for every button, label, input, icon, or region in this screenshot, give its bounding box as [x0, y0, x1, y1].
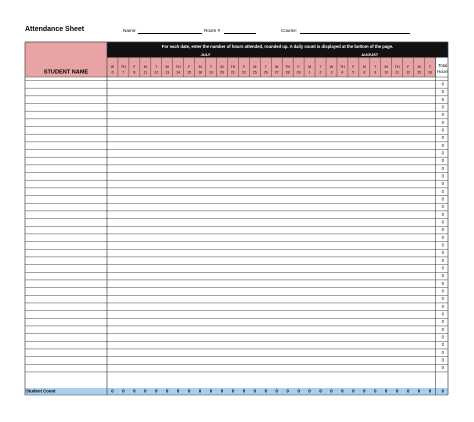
day-of-week: M: [143, 64, 147, 69]
row-total-hours: 0: [441, 342, 444, 348]
row-total-hours: 0: [441, 257, 444, 263]
row-total-hours: 0: [441, 89, 444, 95]
day-of-week: F: [188, 64, 191, 69]
daily-count-value: 0: [253, 388, 256, 394]
day-date: 15: [187, 70, 192, 75]
daily-count-value: 0: [209, 388, 213, 394]
daily-count-value: 0: [286, 388, 289, 394]
day-of-week: T: [319, 64, 322, 69]
row-total-hours: 0: [441, 250, 444, 256]
daily-count-value: 0: [111, 388, 114, 394]
daily-count-value: 0: [177, 388, 180, 394]
day-date: 11: [143, 70, 148, 75]
daily-count-value: 0: [352, 388, 355, 394]
daily-count-value: 0: [264, 388, 267, 394]
day-date: 2: [319, 70, 322, 75]
row-total-hours: 0: [441, 288, 444, 294]
row-total-hours: 0: [441, 242, 444, 248]
day-of-week: W: [329, 64, 334, 69]
day-of-week: TH: [285, 64, 291, 69]
daily-count-value: 0: [198, 388, 202, 394]
day-date: 25: [252, 70, 257, 75]
daily-count-value: 0: [166, 388, 169, 394]
row-total-hours: 0: [441, 196, 444, 202]
row-total-hours: 0: [441, 234, 444, 240]
day-date: 21: [230, 70, 235, 75]
daily-count-value: 0: [275, 388, 278, 394]
row-total-hours: 0: [441, 142, 444, 148]
day-date: 14: [176, 70, 181, 75]
day-of-week: T: [209, 64, 213, 69]
day-date: 18: [198, 70, 203, 75]
row-total-hours: 0: [441, 326, 444, 332]
day-date: 29: [296, 70, 301, 75]
day-of-week: TH: [175, 64, 181, 69]
day-of-week: M: [308, 64, 312, 69]
name-label: Name:: [123, 28, 137, 33]
day-date: 15: [417, 70, 422, 75]
daily-count-value: 0: [374, 388, 377, 394]
day-of-week: M: [417, 64, 421, 69]
month-bar: [107, 52, 448, 58]
day-date: 8: [133, 70, 136, 75]
student-name-header: STUDENT NAME: [43, 69, 89, 76]
day-of-week: T: [264, 64, 267, 69]
day-of-week: F: [242, 64, 245, 69]
day-date: 7: [122, 70, 125, 75]
daily-count-value: 0: [155, 388, 158, 394]
day-of-week: W: [110, 64, 115, 69]
row-total-hours: 0: [441, 112, 444, 118]
row-total-hours: 0: [441, 158, 444, 164]
daily-count-value: 0: [187, 388, 191, 394]
daily-count-value: 0: [220, 388, 224, 394]
day-of-week: F: [352, 64, 355, 69]
row-total-hours: 0: [441, 181, 444, 187]
day-date: 28: [285, 70, 290, 75]
day-date: 12: [406, 70, 411, 75]
daily-count-value: 0: [396, 388, 399, 394]
day-of-week: T: [155, 64, 158, 69]
daily-count-value: 0: [144, 388, 147, 394]
day-of-week: F: [133, 64, 136, 69]
row-total-hours: 0: [441, 319, 444, 325]
row-total-hours: 0: [441, 204, 444, 210]
student-count-label: Student Count: [26, 388, 56, 394]
instruction-text: For each date, enter the number of hours attended, rounded up. A daily count is displayed at the bottom of the page.: [161, 44, 394, 50]
daily-count-value: 0: [319, 388, 322, 394]
row-total-hours: 0: [441, 165, 444, 171]
day-of-week: W: [220, 64, 224, 69]
day-date: 16: [428, 70, 433, 75]
daily-count-value: 0: [330, 388, 333, 394]
day-of-week: TH: [121, 64, 126, 69]
day-of-week: TH: [340, 64, 345, 69]
daily-count-value: 0: [341, 388, 344, 394]
day-date: 12: [154, 70, 159, 75]
day-date: 11: [395, 70, 400, 75]
daily-count-value: 0: [308, 388, 311, 394]
day-date: 5: [352, 70, 355, 75]
row-total-hours: 0: [441, 96, 444, 102]
day-date: 13: [165, 70, 170, 75]
total-header-line-2: Hours: [437, 69, 449, 75]
row-total-hours: 0: [441, 296, 444, 302]
day-of-week: W: [275, 64, 279, 69]
day-date: 6: [111, 70, 114, 75]
row-total-hours: 0: [441, 280, 444, 286]
total-header-line-1: Total: [438, 63, 448, 69]
daily-count-value: 0: [417, 388, 421, 394]
day-date: 1: [308, 70, 311, 75]
day-date: 4: [341, 70, 344, 75]
row-total-hours: 0: [441, 188, 444, 194]
day-date: 26: [263, 70, 268, 75]
daily-count-value: 0: [122, 388, 125, 394]
row-total-hours: 0: [441, 334, 444, 340]
row-total-hours: 0: [441, 219, 444, 225]
day-of-week: T: [374, 64, 377, 69]
day-of-week: M: [362, 64, 366, 69]
daily-count-value: 0: [133, 388, 136, 394]
day-date: 3: [330, 70, 333, 75]
day-of-week: T: [428, 64, 432, 69]
daily-count-value: 0: [428, 388, 432, 394]
day-date: 20: [219, 70, 224, 75]
grand-total-value: 0: [441, 388, 444, 394]
row-total-hours: 0: [441, 104, 444, 110]
day-of-week: TH: [394, 64, 400, 69]
room-label: Room #: [204, 28, 221, 33]
row-total-hours: 0: [441, 135, 444, 141]
daily-count-value: 0: [297, 388, 300, 394]
day-date: 10: [384, 70, 389, 75]
daily-count-value: 0: [231, 388, 235, 394]
row-total-hours: 0: [441, 150, 444, 156]
day-date: 19: [209, 70, 214, 75]
daily-count-value: 0: [242, 388, 246, 394]
day-of-week: F: [297, 64, 300, 69]
course-label: Course:: [281, 28, 298, 33]
day-date: 8: [363, 70, 366, 75]
row-total-hours: 0: [441, 357, 444, 363]
row-total-hours: 0: [441, 273, 444, 279]
day-of-week: F: [407, 64, 410, 69]
daily-count-value: 0: [406, 388, 410, 394]
day-of-week: TH: [230, 64, 236, 69]
row-total-hours: 0: [441, 311, 444, 317]
daily-count-value: 0: [385, 388, 388, 394]
month-label-august: AUGUST: [361, 51, 379, 57]
day-date: 27: [274, 70, 279, 75]
row-total-hours: 0: [441, 211, 444, 217]
day-of-week: W: [165, 64, 169, 69]
sheet-title: Attendance Sheet: [25, 26, 85, 33]
day-of-week: M: [198, 64, 202, 69]
day-of-week: W: [384, 64, 388, 69]
day-date: 9: [374, 70, 377, 75]
day-of-week: M: [253, 64, 257, 69]
row-total-hours: 0: [441, 227, 444, 233]
month-label-july: JULY: [200, 51, 211, 57]
row-total-hours: 0: [441, 265, 444, 271]
row-total-hours: 0: [441, 127, 444, 133]
row-total-hours: 0: [441, 81, 444, 87]
row-total-hours: 0: [441, 349, 444, 355]
daily-count-value: 0: [363, 388, 366, 394]
row-total-hours: 0: [441, 119, 444, 125]
row-total-hours: 0: [441, 173, 444, 179]
row-total-hours: 0: [441, 365, 444, 371]
row-total-hours: 0: [441, 303, 444, 309]
day-date: 22: [241, 70, 246, 75]
